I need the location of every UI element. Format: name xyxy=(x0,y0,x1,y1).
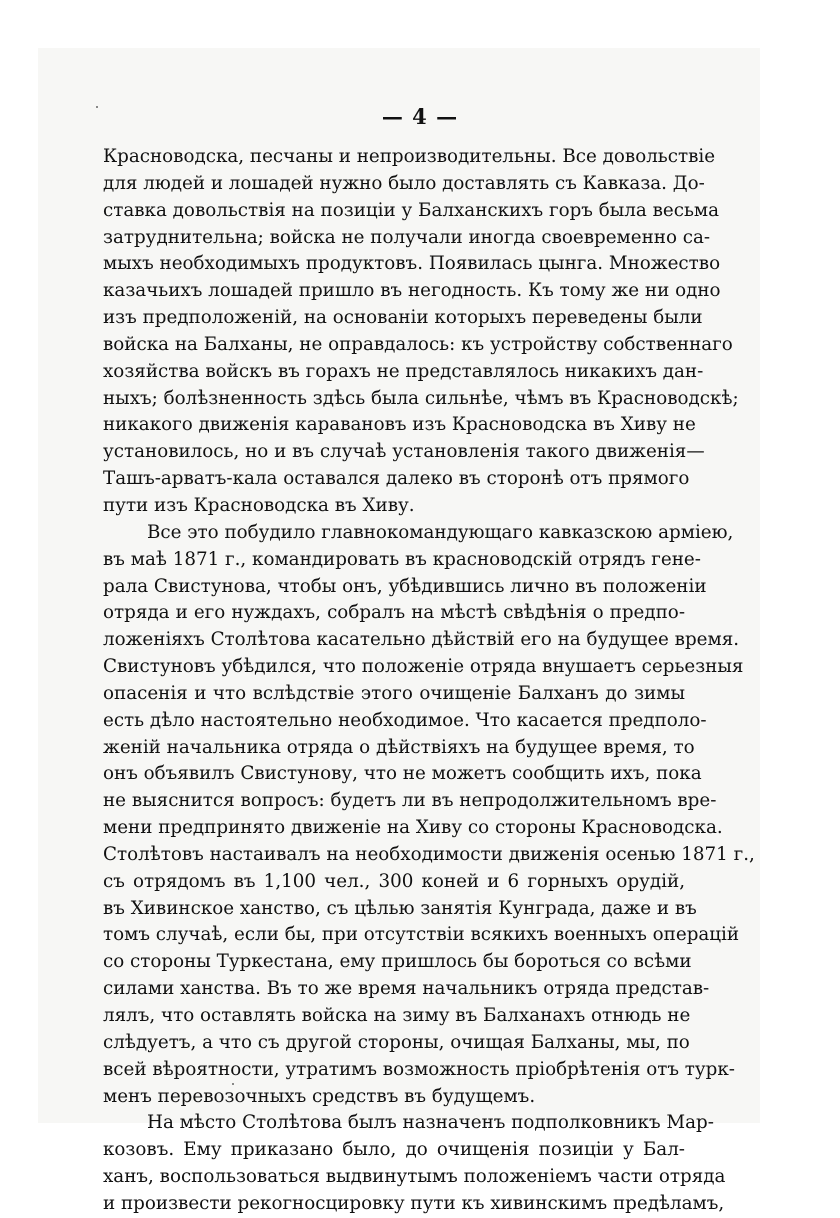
text-line: томъ случаѣ, если бы, при отсутствіи всякихъ военныхъ операцій xyxy=(103,924,740,946)
text-line: На мѣсто Столѣтова былъ назначенъ подполковникъ Мар- xyxy=(147,1112,714,1134)
text-line: ставка довольствія на позиціи у Балханскихъ горъ была весьма xyxy=(103,199,720,221)
text-line: затруднительна; войска не получали иногда своевременно са- xyxy=(103,226,711,248)
text-line: менъ перевозочныхъ средствъ въ будущемъ. xyxy=(103,1085,536,1107)
text-line: казачьихъ лошадей пришло въ негодность. Къ тому же ни одно xyxy=(103,280,721,302)
text-line: пути изъ Красноводска въ Хиву. xyxy=(103,494,415,516)
text-line: для людей и лошадей нужно было доставлять съ Кавказа. До- xyxy=(103,172,705,194)
text-line: не выяснится вопросъ: будетъ ли въ непродолжительномъ вре- xyxy=(103,790,717,812)
text-line: ложеніяхъ Столѣтова касательно дѣйствій его на будущее время. xyxy=(103,629,740,651)
text-line: ханъ, воспользоваться выдвинутымъ положеніемъ части отряда xyxy=(103,1166,726,1188)
text-line: отряда и его нуждахъ, собралъ на мѣстѣ свѣдѣнія о предпо- xyxy=(103,602,685,624)
text-line: изъ предположеній, на основаніи которыхъ переведены были xyxy=(103,307,703,329)
text-line: есть дѣло настоятельно необходимое. Что касается предполо- xyxy=(103,709,707,731)
text-line: силами ханства. Въ то же время начальникъ отряда представ- xyxy=(103,978,710,1000)
text-line: Красноводска, песчаны и непроизводительны. Все довольствіе xyxy=(103,146,716,167)
text-line: женій начальника отряда о дѣйствіяхъ на будущее время, то xyxy=(103,736,695,758)
text-line: хозяйства войскъ въ горахъ не представлялось никакихъ дан- xyxy=(103,360,704,382)
text-line: ныхъ; болѣзненность здѣсь была сильнѣе, чѣмъ въ Красноводскѣ; xyxy=(103,387,739,409)
paragraph xyxy=(103,1110,726,1217)
text-line: и произвести рекогносцировку пути къ хивинскимъ предѣламъ, xyxy=(103,1192,725,1214)
text-line: въ Хивинское ханство, съ цѣлью занятія Кунграда, даже и въ xyxy=(103,897,697,919)
text-line: Все это побудило главнокомандующаго кавказскою арміею, xyxy=(147,521,734,543)
text-line: онъ объявилъ Свистунову, что не можетъ сообщить ихъ, пока xyxy=(103,763,702,785)
text-line: всей вѣроятности, утратимъ возможность пріобрѣтенія отъ турк- xyxy=(103,1058,735,1080)
text-line: Ташъ-арватъ-кала оставался далеко въ сторонѣ отъ прямого xyxy=(103,468,690,490)
text-line: мени предпринято движеніе на Хиву со стороны Красноводска. xyxy=(103,817,723,839)
text-line: войска на Балханы, не оправдалось: къ устройству собственнаго xyxy=(103,333,733,355)
text-line: въ маѣ 1871 г., командировать въ красноводскій отрядъ гене- xyxy=(103,548,701,570)
text-line: установилось, но и въ случаѣ установленія такого движенія— xyxy=(103,441,705,463)
text-line: никакого движенія каравановъ изъ Красноводска въ Хиву не xyxy=(103,414,696,436)
text-line: рала Свистунова, чтобы онъ, убѣдившись лично въ положеніи xyxy=(103,575,707,597)
text-line: Столѣтовъ настаивалъ на необходимости движенія осенью 1871 г., xyxy=(103,843,755,865)
text-line: козовъ. Ему приказано было, до очищенія позиціи у Бал- xyxy=(103,1139,685,1161)
text-line: опасенія и что вслѣдствіе этого очищеніе Балханъ до зимы xyxy=(103,682,685,704)
body-text xyxy=(103,144,755,1218)
text-line: со стороны Туркестана, ему пришлось бы бороться со всѣми xyxy=(103,951,692,973)
text-line: Свистуновъ убѣдился, что положеніе отряда внушаетъ серьезныя xyxy=(103,656,744,678)
page-number: — 4 — xyxy=(381,104,459,129)
paragraph xyxy=(103,520,755,1111)
paragraph xyxy=(103,144,739,520)
text-line: лялъ, что оставлять войска на зиму въ Балханахъ отнюдь не xyxy=(103,1005,691,1026)
text-line: мыхъ необходимыхъ продуктовъ. Появилась цынга. Множество xyxy=(103,253,721,275)
text-line: слѣдуетъ, а что съ другой стороны, очищая Балханы, мы, по xyxy=(103,1031,690,1053)
text-line: съ отрядомъ въ 1,100 чел., 300 коней и 6 горныхъ орудій, xyxy=(103,870,685,892)
